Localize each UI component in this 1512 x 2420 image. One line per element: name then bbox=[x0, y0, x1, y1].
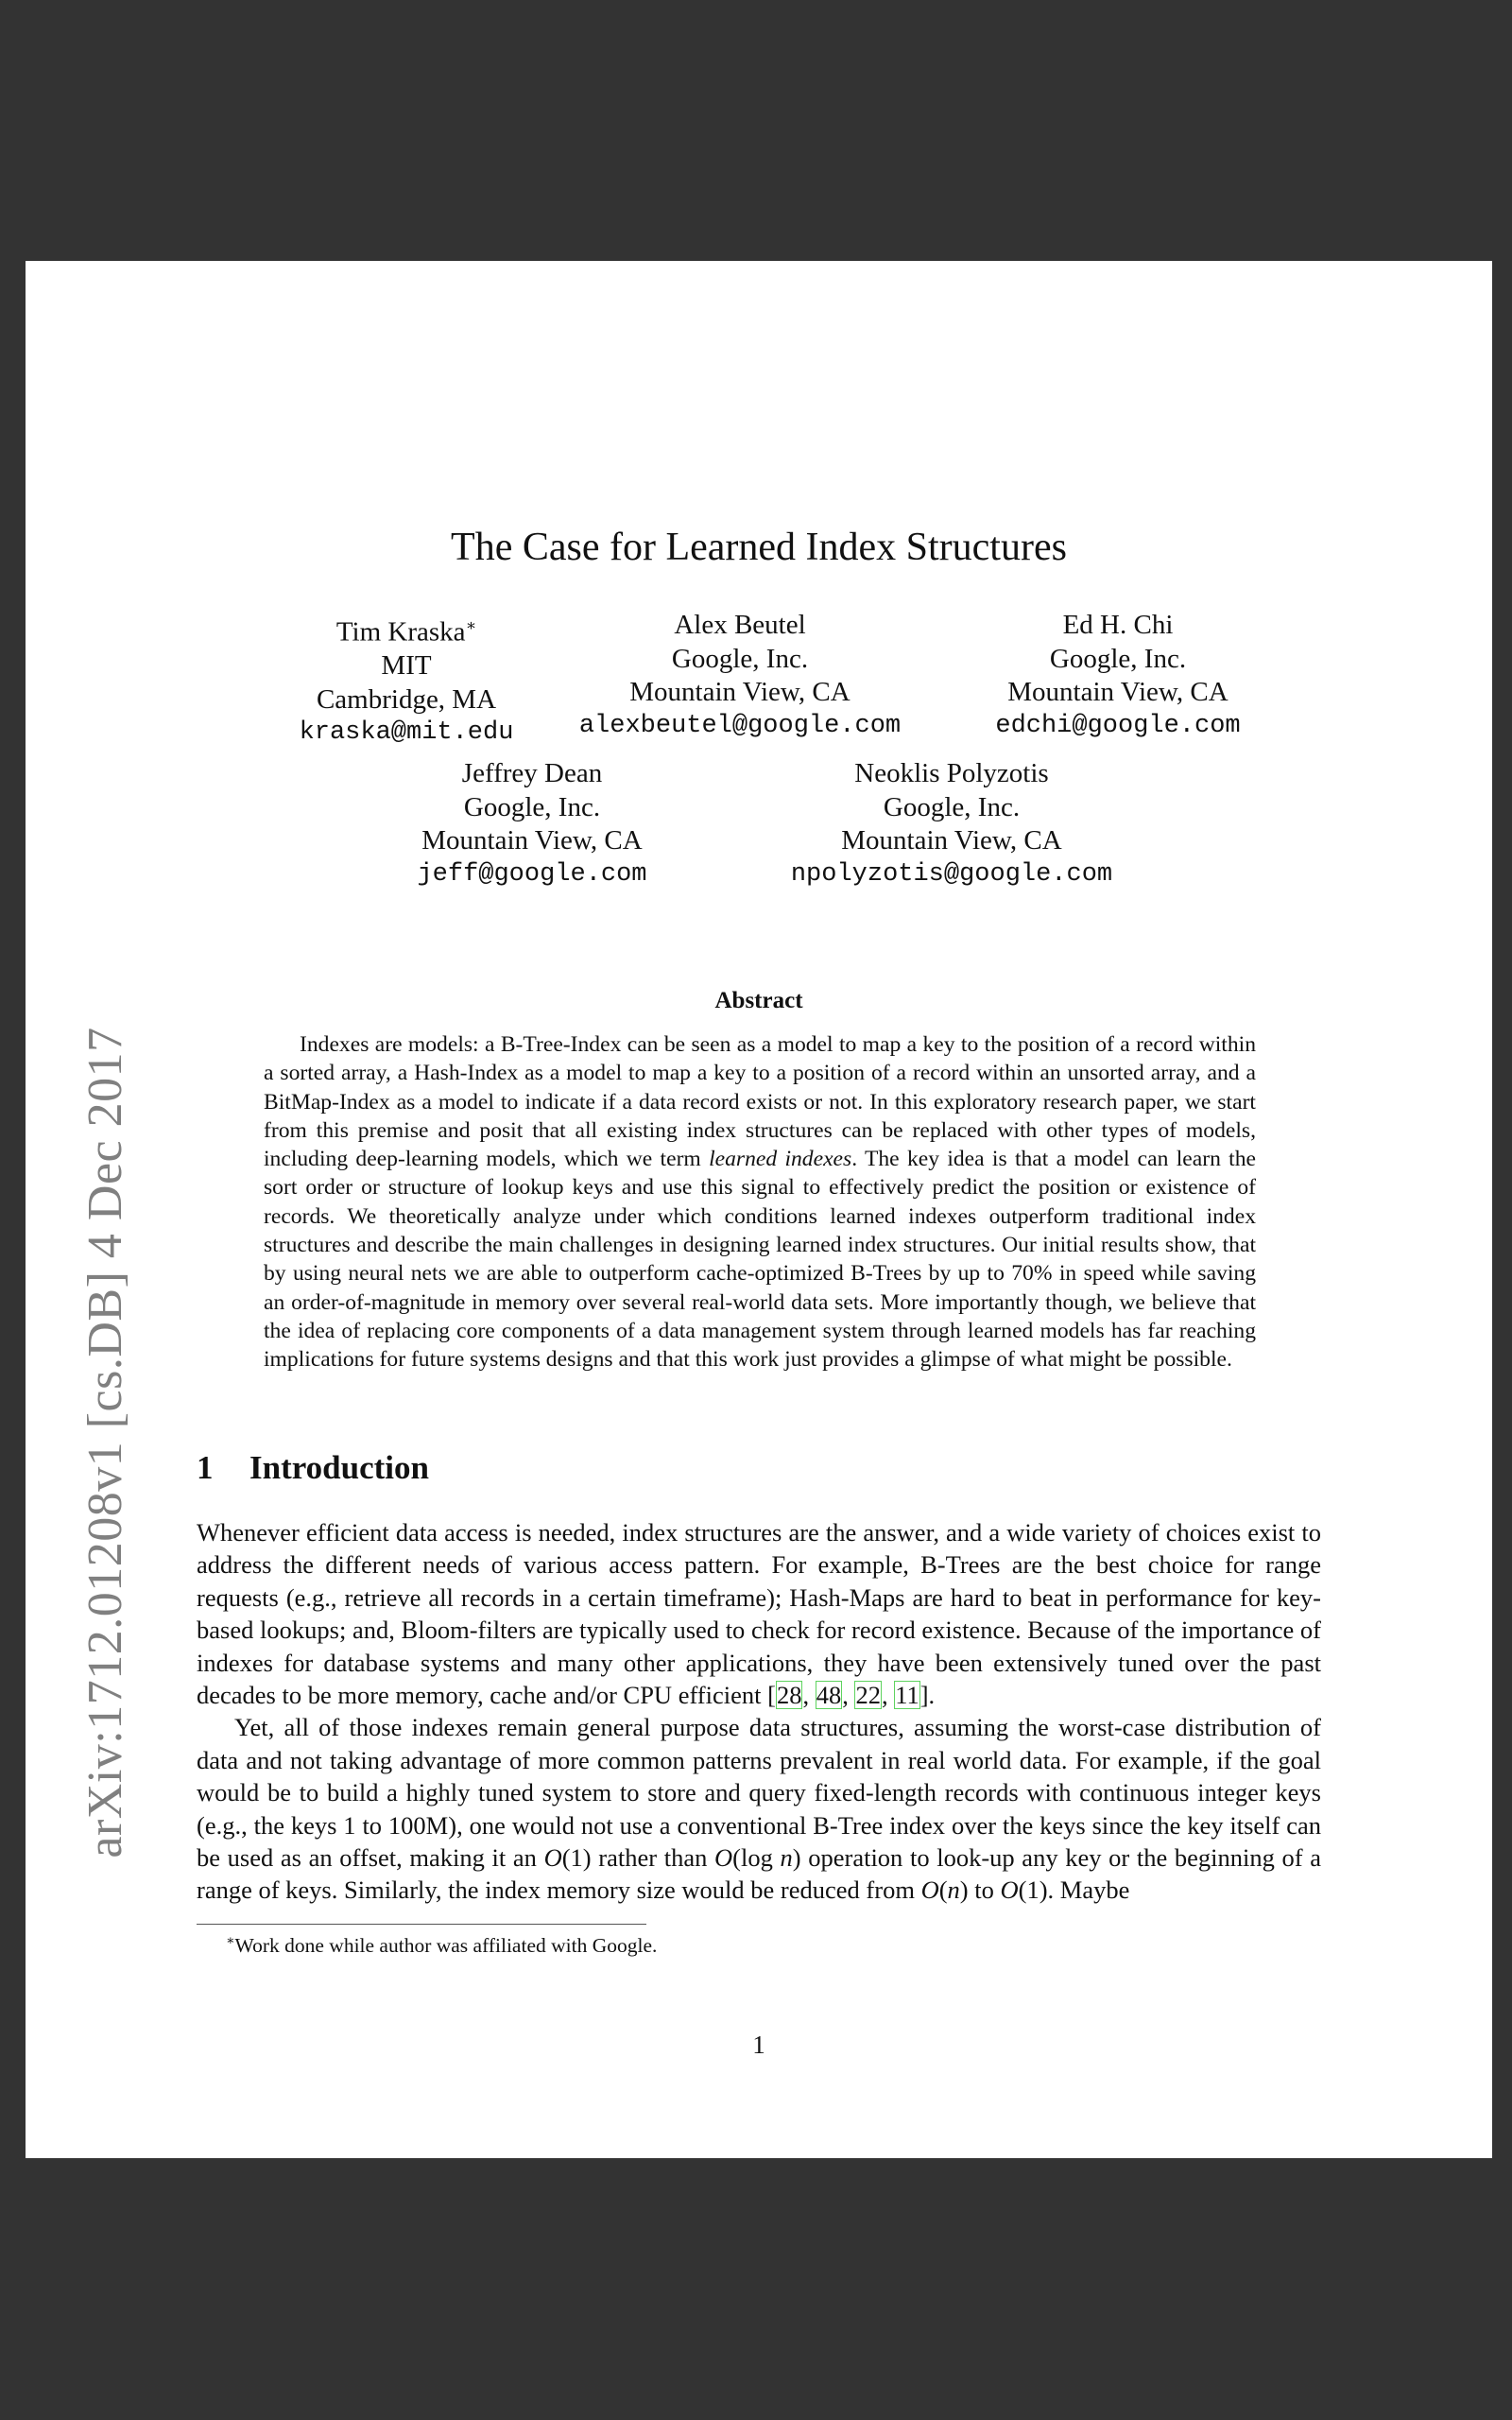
author-block bbox=[744, 757, 1160, 891]
author-block bbox=[910, 609, 1326, 743]
abstract-text: Indexes are models: a B-Tree-Index can be seen as a model to map a key to the position of a record within a sorted array, a Hash-Index as a model to map a key to a position of a record within an unsorted array, and a BitMap-Index as a model to indicate if a data record exists or not. In this exploratory research paper, we start from this premise and posit that all existing index structures can be replaced with other types of models, including deep-learning models, which we term learned indexes. The key idea is that a model can learn the sort order or structure of lookup keys and use this signal to effectively predict the position or existence of records. We theoretically analyze under which conditions learned indexes outperform traditional index structures and describe the main challenges in designing learned index structures. Our initial results show, that by using neural nets we are able to outperform cache-optimized B-Trees by up to 70% in speed while saving an order-of-magnitude in memory over several real-world data sets. More importantly though, we believe that the idea of replacing core components of a data management system through learned models has far reaching implications for future systems designs and that this work just provides a glimpse of what might be possible. bbox=[264, 1032, 1256, 1373]
author-affiliation: Google, Inc. bbox=[463, 791, 601, 822]
author-affiliation: Google, Inc. bbox=[883, 791, 1021, 822]
page-number: 1 bbox=[752, 2031, 765, 2059]
author-location: Cambridge, MA bbox=[316, 683, 497, 715]
intro-paragraph: Whenever efficient data access is needed, index structures are the answer, and a wide variety of choices exist to address the different needs of various access pattern. For example, B-Trees are the best choice for range requests (e.g., retrieve all records in a certain timeframe); Hash-Maps are hard to beat in performance for key-based lookups; and, Bloom-filters are typically used to check for record existence. Because of the importance of indexes for database systems and many other applications, they have been extensively tuned over the past decades to be more memory, cache and/or CPU efficient [28, 48, 22, 11]. bbox=[197, 1518, 1321, 1710]
citation-link[interactable]: 28 bbox=[776, 1681, 802, 1710]
footnote-rule bbox=[197, 1924, 646, 1925]
section-heading-introduction bbox=[197, 1448, 429, 1488]
author-block bbox=[324, 757, 740, 891]
author-email: alexbeutel@google.com bbox=[578, 711, 902, 740]
citation-link[interactable]: 11 bbox=[895, 1681, 919, 1710]
author-affiliation: MIT bbox=[381, 650, 432, 682]
citation-link[interactable]: 22 bbox=[855, 1681, 881, 1710]
author-email: npolyzotis@google.com bbox=[790, 859, 1113, 889]
citation-link[interactable]: 48 bbox=[816, 1681, 842, 1710]
arxiv-sidebar-stamp: arXiv:1712.01208v1 [cs.DB] 4 Dec 2017 bbox=[78, 1027, 132, 1858]
author-name: Alex Beutel bbox=[674, 610, 806, 640]
author-email: jeff@google.com bbox=[417, 859, 647, 889]
author-location: Mountain View, CA bbox=[1007, 677, 1228, 707]
author-block bbox=[532, 609, 948, 743]
footnote: ∗Work done while author was affiliated with Google. bbox=[226, 1934, 658, 1958]
author-name: Jeffrey Dean bbox=[461, 758, 603, 788]
author-location: Mountain View, CA bbox=[629, 677, 850, 707]
paper-page bbox=[26, 261, 1492, 2158]
math-expression: O bbox=[543, 1843, 562, 1873]
author-affiliation: Google, Inc. bbox=[671, 643, 809, 674]
author-location: Mountain View, CA bbox=[841, 825, 1062, 856]
intro-paragraph: Yet, all of those indexes remain general purpose data structures, assuming the worst-case distribution of data and not taking advantage of more common patterns prevalent in real world data. For example, if the goal would be to build a highly tuned system to store and query fixed-length records with continuous integer keys (e.g., the keys 1 to 100M), one would not use a conventional B-Tree index over the keys since the key itself can be used as an offset, making it an O(1) rather than O(log n) operation to look-up any key or the beginning of a range of keys. Similarly, the index memory size would be reduced from O(n) to O(1). Maybe bbox=[197, 1713, 1322, 1905]
section-number: 1 bbox=[197, 1449, 214, 1486]
author-name: Tim Kraska∗ bbox=[335, 616, 477, 648]
author-affiliation: Google, Inc. bbox=[1049, 643, 1187, 674]
math-expression: O bbox=[714, 1843, 733, 1873]
abstract-emphasis: learned indexes bbox=[709, 1147, 852, 1172]
author-email: kraska@mit.edu bbox=[299, 718, 514, 748]
section-title: Introduction bbox=[249, 1449, 429, 1486]
introduction-body bbox=[197, 1516, 1321, 1907]
author-email: edchi@google.com bbox=[995, 711, 1241, 740]
author-name: Ed H. Chi bbox=[1062, 610, 1174, 640]
abstract-heading: Abstract bbox=[714, 988, 803, 1013]
author-name: Neoklis Polyzotis bbox=[854, 758, 1049, 788]
author-location: Mountain View, CA bbox=[421, 825, 643, 856]
paper-title: The Case for Learned Index Structures bbox=[451, 526, 1067, 569]
